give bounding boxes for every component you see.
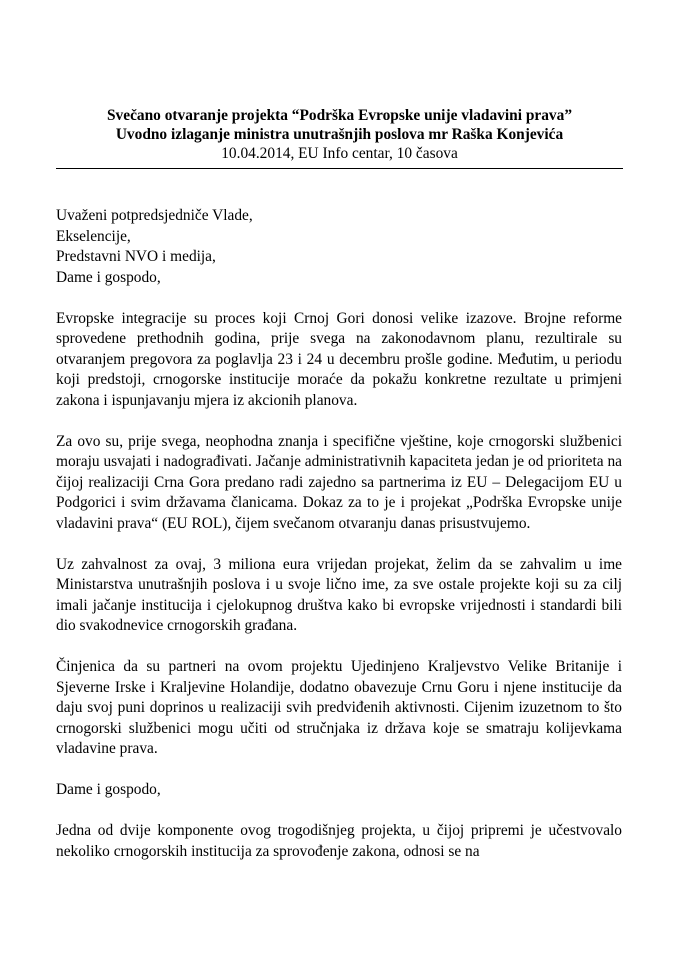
body-paragraph: Uz zahvalnost za ovaj, 3 miliona eura vrijedan projekat, želim da se zahvalim u ime Ministarstva unutrašnjih poslova i u svoje lično ime, za sve ostale projekte koji su za cilj imali jačanje institucija i cjelokupnog društva kako bi evropske vrijednosti i standardi bili dio svakodnevice crnogorskih građana. <box>56 555 622 634</box>
document-date-location: 10.04.2014, EU Info centar, 10 časova <box>221 145 458 162</box>
document-body <box>56 206 622 883</box>
body-paragraph: Evropske integracije su proces koji Crnoj Gori donosi velike izazove. Brojne reforme sprovedene prethodnih godina, prije svega na zakonodavnom planu, rezultirale su otvaranjem pregovora za poglavlja 23 i 24 u decembru prošle godine. Međutim, u periodu koji predstoji, crnogorske institucije moraće da pokažu konkretne rezultate u primjeni zakona i ispunjavanju mjera iz akcionih planova. <box>56 309 622 409</box>
header-divider <box>56 168 623 169</box>
greeting-line: Ekselencije, <box>56 227 131 245</box>
body-paragraph: Dame i gospodo, <box>56 781 161 798</box>
greeting-line: Predstavni NVO i medija, <box>56 248 216 265</box>
body-paragraph: Za ovo su, prije svega, neophodna znanja i specifične vještine, koje crnogorski službenici moraju usvajati i nadograđivati. Jačanje administrativnih kapaciteta jedan je od prioriteta na čijoj realizaciji Crna Gora predano radi zajedno sa partnerima iz EU – Delegacijom EU u Podgorici i svim državama članicama. Dokaz za to je i projekat „Podrška Evropske unije vladavini prava“ (EU ROL), čijem svečanom otvaranju danas prisustvujemo. <box>56 432 622 532</box>
greeting-line: Dame i gospodo, <box>56 268 161 286</box>
body-paragraph: Jedna od dvije komponente ovog trogodišnjeg projekta, u čijoj pripremi je učestvovalo nekoliko crnogorskih institucija za sprovođenje zakona, odnosi se na <box>56 822 622 860</box>
greeting-line: Uvaženi potpredsjedniče Vlade, <box>56 207 253 224</box>
document-title: Svečano otvaranje projekta “Podrška Evropske unije vladavini prava” <box>106 107 573 124</box>
document-subtitle: Uvodno izlaganje ministra unutrašnjih poslova mr Raška Konjevića <box>115 126 564 143</box>
document-header <box>56 106 623 163</box>
body-paragraph: Činjenica da su partneri na ovom projektu Ujedinjeno Kraljevstvo Velike Britanije i Sjeverne Irske i Kraljevine Holandije, dodatno obavezuje Crnu Goru i njene institucije da daju svoj puni doprinos u realizaciji svih predviđenih aktivnosti. Cijenim izuzetnom to što crnogorski službenici mogu učiti od stručnjaka iz država koje se smatraju kolijevkama vladavine prava. <box>56 658 622 757</box>
greeting-block <box>56 206 622 288</box>
